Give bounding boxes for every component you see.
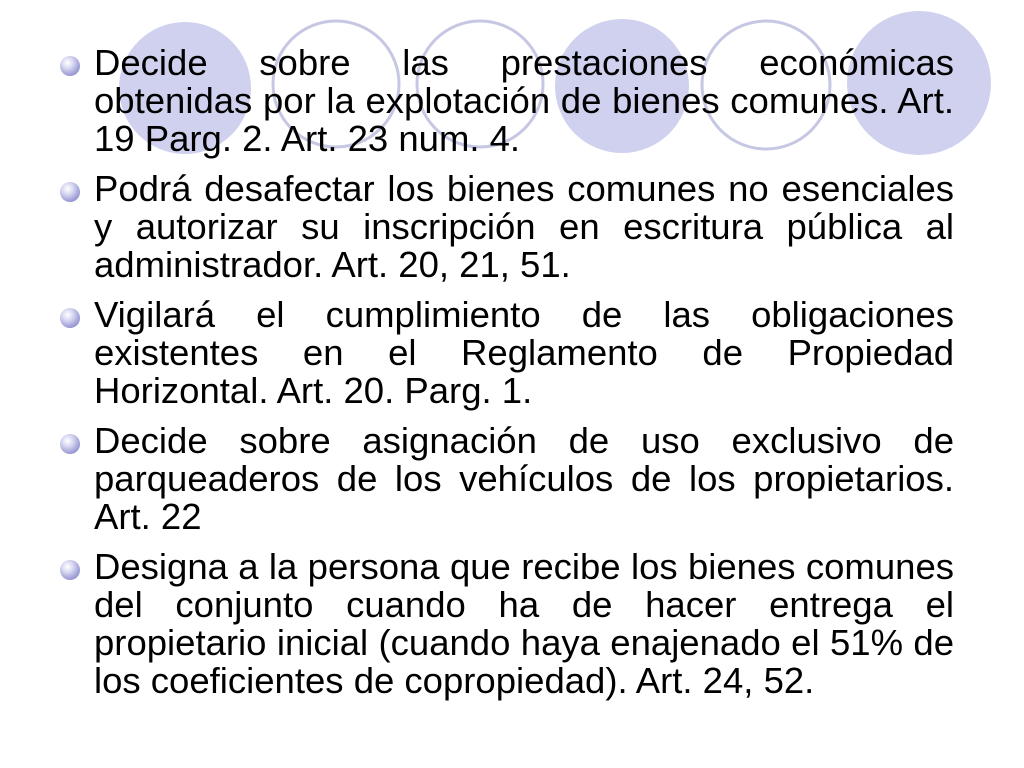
list-item-text: Decide sobre las prestaciones económicas obtenidas por la explotación de bienes comunes. Art. 19 Parg. 2. Art. 23 num. 4. — [94, 42, 954, 159]
list-item-text: Vigilará el cumplimiento de las obligaciones existentes en el Reglamento de Propiedad Horizontal. Art. 20. Parg. 1. — [94, 294, 954, 411]
list-item — [58, 170, 954, 284]
bullet-icon — [60, 56, 80, 76]
bullet-icon — [60, 560, 80, 580]
list-item-text: Podrá desafectar los bienes comunes no esenciales y autorizar su inscripción en escritura pública al administrador. Art. 20, 21, 51. — [94, 168, 954, 285]
list-item — [58, 548, 954, 700]
list-item — [58, 422, 954, 536]
bullet-list — [58, 44, 954, 712]
list-item-text: Decide sobre asignación de uso exclusivo de parqueaderos de los vehículos de los propietarios. Art. 22 — [94, 420, 954, 537]
bullet-icon — [60, 182, 80, 202]
list-item-text: Designa a la persona que recibe los bienes comunes del conjunto cuando ha de hacer entrega el propietario inicial (cuando haya enajenado el 51% de los coeficientes de copropiedad). Art. 24, 52. — [94, 546, 954, 701]
list-item — [58, 296, 954, 410]
bullet-icon — [60, 308, 80, 328]
list-item — [58, 44, 954, 158]
bullet-icon — [60, 434, 80, 454]
